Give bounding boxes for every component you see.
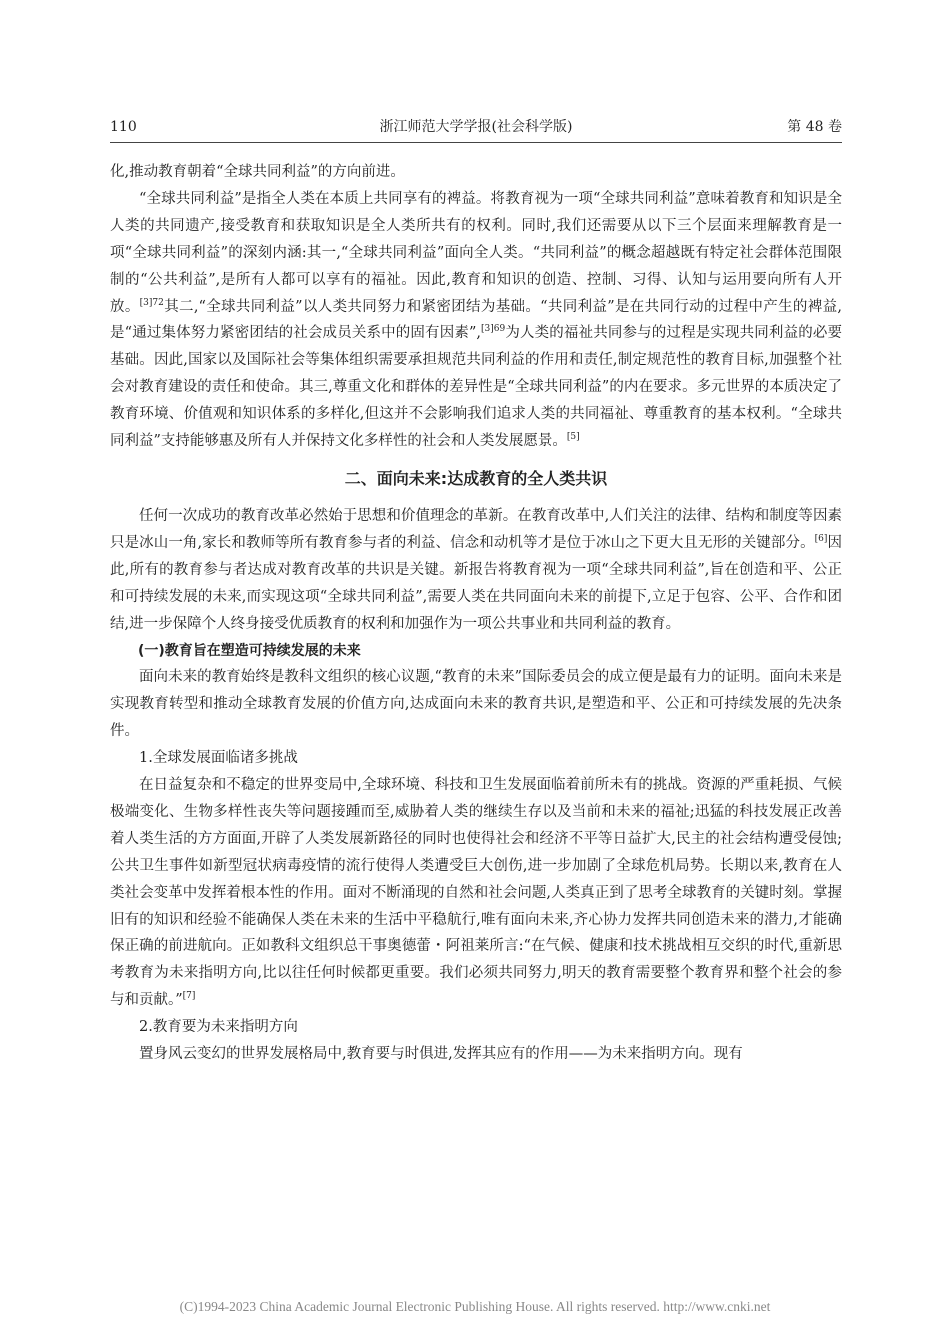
paragraph-text: “全球共同利益”是指全人类在本质上共同享有的裨益。将教育视为一项“全球共同利益”意味着教育和知识是全人类的共同遗产,接受教育和获取知识是全人类所共有的权利。同时,我们还需要从以下三个层面来理解教育是一项“全球共同利益”的深刻内涵:其一,“全球共同利益”面向全人类。“共同利益”的概念超越既有特定社会群体范围限制的“公共利益”,是所有人都可以享有的福祉。因此,教育和知识的创造、控制、习得、认知与运用要向所有人开放。 (110, 190, 842, 315)
article-body (110, 159, 842, 1068)
paragraph-text: 在日益复杂和不稳定的世界变局中,全球环境、科技和卫生发展面临着前所未有的挑战。资源的严重耗损、气候极端变化、生物多样性丧失等问题接踵而至,威胁着人类的继续生存以及当前和未来的福祉;迅猛的科技发展正改善着人类生活的方方面面,开辟了人类发展新路径的同时也使得社会和经济不平等日益扩大,民主的社会结构遭受侵蚀;公共卫生事件如新型冠状病毒疫情的流行使得人类遭受巨大创伤,进一步加剧了全球危机局势。长期以来,教育在人类社会变革中发挥着根本性的作用。面对不断涌现的自然和社会问题,人类真正到了思考全球教育的关键时刻。掌握旧有的知识和经验不能确保人类在未来的生活中平稳航行,唯有面向未来,齐心协力发挥共同创造未来的潜力,才能确保正确的前进航向。正如教科文组织总干事奥德蕾・阿祖莱所言:“在气候、健康和技术挑战相互交织的时代,重新思考教育为未来指明方向,比以往任何时候都更重要。我们必须共同努力,明天的教育需要整个教育界和整个社会的参与和贡献。” (110, 777, 842, 1009)
paragraph-global-common-good (110, 186, 842, 455)
citation-ref[interactable]: [3]69 (481, 324, 506, 335)
paragraph-reform (110, 503, 842, 638)
numbered-heading: 1.全球发展面临诸多挑战 (139, 750, 298, 767)
citation-ref[interactable]: [3]72 (139, 297, 164, 308)
paragraph-text: 其二,“全球共同利益”以人类共同努力和紧密团结为基础。“共同利益”是在共同行动的过程中产生的裨益,是“通过集体努力紧密团结的社会成员关系中的固有因素”, (110, 298, 843, 342)
paragraph-continuation: 化,推动教育朝着“全球共同利益”的方向前进。 (110, 164, 405, 180)
page-number: 110 (110, 119, 137, 135)
paragraph-text: 任何一次成功的教育改革必然始于思想和价值理念的革新。在教育改革中,人们关注的法律、结构和制度等因素只是冰山一角,家长和教师等所有教育参与者的利益、信念和动机等才是位于冰山之下更大且无形的关键部分。 (110, 507, 842, 551)
paragraph-direction: 置身风云变幻的世界发展格局中,教育要与时俱进,发挥其应有的作用——为未来指明方向。现有 (139, 1046, 743, 1063)
paragraph-text: 因此,所有的教育参与者达成对教育改革的共识是关键。新报告将教育视为一项“全球共同利益”,旨在创造和平、公正和可持续发展的未来,而实现这项“全球共同利益”,需要人类在共同面向未来的前提下,立足于包容、公平、合作和团结,进一步保障个人终身接受优质教育的权利和加强作为一项公共事业和共同利益的教育。 (110, 534, 843, 632)
copyright-footer: (C)1994-2023 China Academic Journal Electronic Publishing House. All rights reserved. http://www.cnki.net (179, 1299, 771, 1314)
citation-ref[interactable]: [7] (182, 991, 196, 1002)
paragraph-challenges (110, 772, 842, 1014)
paragraph-text: 为人类的福祉共同参与的过程是实现共同利益的必要基础。因此,国家以及国际社会等集体组织需要承担规范共同利益的作用和责任,制定规范性的教育目标,加强整个社会对教育建设的责任和使命。其三,尊重文化和群体的差异性是“全球共同利益”的内在要求。多元世界的本质决定了教育环境、价值观和知识体系的多样化,但这并不会影响我们追求人类的共同福祉、尊重教育的基本权利。“全球共同利益”支持能够惠及所有人并保持文化多样性的社会和人类发展愿景。 (110, 325, 843, 450)
citation-ref[interactable]: [6] (814, 534, 828, 545)
paragraph-future-oriented: 面向未来的教育始终是教科文组织的核心议题,“教育的未来”国际委员会的成立便是最有力的证明。面向未来是实现教育转型和推动全球教育发展的价值方向,达成面向未来的教育共识,是塑造和平、公正和可持续发展的先决条件。 (110, 669, 842, 740)
section-heading: 二、面向未来:达成教育的全人类共识 (344, 468, 608, 488)
header-divider (110, 142, 842, 143)
subsection-heading: (一)教育旨在塑造可持续发展的未来 (138, 642, 361, 659)
journal-title: 浙江师范大学学报(社会科学版) (379, 119, 573, 135)
volume-label: 第 48 卷 (787, 119, 842, 135)
numbered-heading: 2.教育要为未来指明方向 (139, 1019, 298, 1036)
citation-ref[interactable]: [5] (566, 432, 580, 443)
running-head (110, 116, 842, 138)
